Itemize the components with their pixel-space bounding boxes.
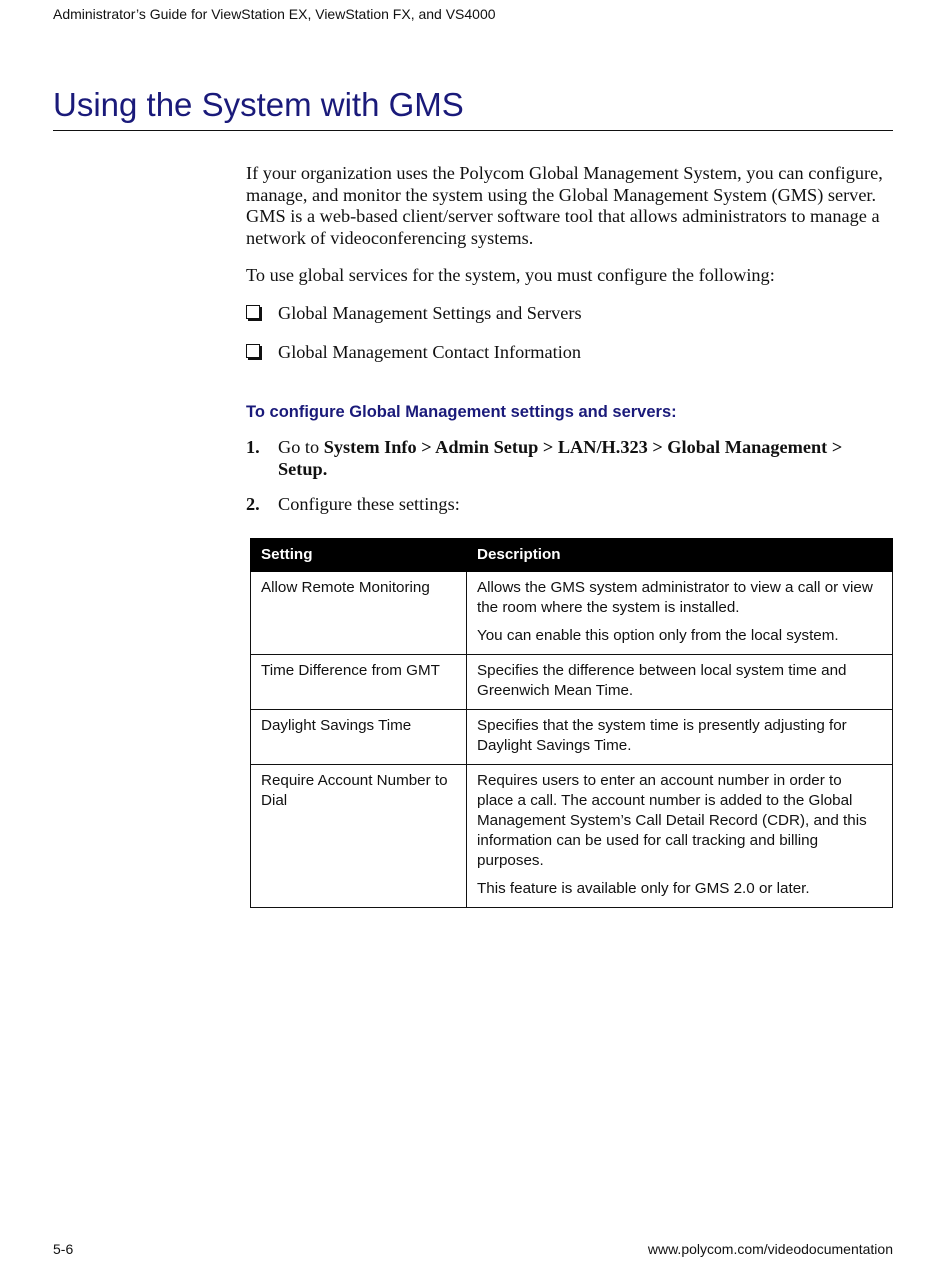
- menu-path: System Info > Admin Setup > LAN/H.323 > Global Management > Setup.: [278, 437, 843, 479]
- setting-cell: Time Difference from GMT: [251, 655, 467, 710]
- table-row: [251, 655, 893, 710]
- step-number: 1.: [246, 437, 260, 457]
- title-rule: [53, 130, 893, 131]
- setting-cell: Daylight Savings Time: [251, 710, 467, 765]
- setting-cell: Require Account Number to Dial: [251, 765, 467, 908]
- checklist-item-label: Global Management Contact Information: [278, 342, 582, 362]
- description-note: This feature is available only for GMS 2.0 or later.: [477, 880, 810, 897]
- checklist-item: [246, 342, 896, 364]
- checkbox-bullet-icon: [246, 344, 260, 358]
- settings-table: [250, 538, 893, 908]
- table-row: [251, 572, 893, 655]
- table-row: [251, 710, 893, 765]
- intro-paragraph: If your organization uses the Polycom Global Management System, you can configure, manage, and monitor the system using the Global Management System (GMS) server. GMS is a web-based client/server software tool that allows administrators to manage a network of videoconferencing systems.: [246, 163, 883, 248]
- section-title: Using the System with GMS: [53, 86, 464, 123]
- description-cell: [467, 655, 893, 710]
- procedure-title: To configure Global Management settings and servers:: [246, 402, 677, 421]
- description-cell: [467, 765, 893, 908]
- checklist-item: [246, 303, 896, 325]
- description-note: You can enable this option only from the local system.: [477, 627, 839, 644]
- checkbox-bullet-icon: [246, 305, 260, 319]
- checklist-item-label: Global Management Settings and Servers: [278, 302, 582, 323]
- running-header: Administrator’s Guide for ViewStation EX, ViewStation FX, and VS4000: [53, 6, 496, 22]
- body-content: [246, 163, 896, 530]
- column-header-setting: Setting: [251, 539, 467, 572]
- procedure-step: [246, 437, 896, 480]
- description-text: Allows the GMS system administrator to view a call or view the room where the system is installed.: [477, 579, 873, 616]
- page-number: 5-6: [53, 1241, 74, 1257]
- description-text: Specifies that the system time is presently adjusting for Daylight Savings Time.: [477, 717, 847, 754]
- table-row: [251, 765, 893, 908]
- description-text: Specifies the difference between local system time and Greenwich Mean Time.: [477, 662, 847, 699]
- column-header-description: Description: [467, 539, 893, 572]
- footer-url: www.polycom.com/videodocumentation: [647, 1241, 893, 1257]
- setting-cell: Allow Remote Monitoring: [251, 572, 467, 655]
- step-number: 2.: [246, 494, 260, 514]
- procedure-step: [246, 494, 896, 516]
- requirements-paragraph: To use global services for the system, you must configure the following:: [246, 265, 775, 285]
- description-cell: [467, 572, 893, 655]
- step-text: Configure these settings:: [278, 494, 460, 514]
- description-cell: [467, 710, 893, 765]
- step-prefix: Go to: [278, 437, 324, 457]
- description-text: Requires users to enter an account number in order to place a call. The account number is added to the Global Management System’s Call Detail Record (CDR), and this information can be used for call tracking and billing purposes.: [477, 772, 867, 869]
- table-header-row: [251, 539, 893, 572]
